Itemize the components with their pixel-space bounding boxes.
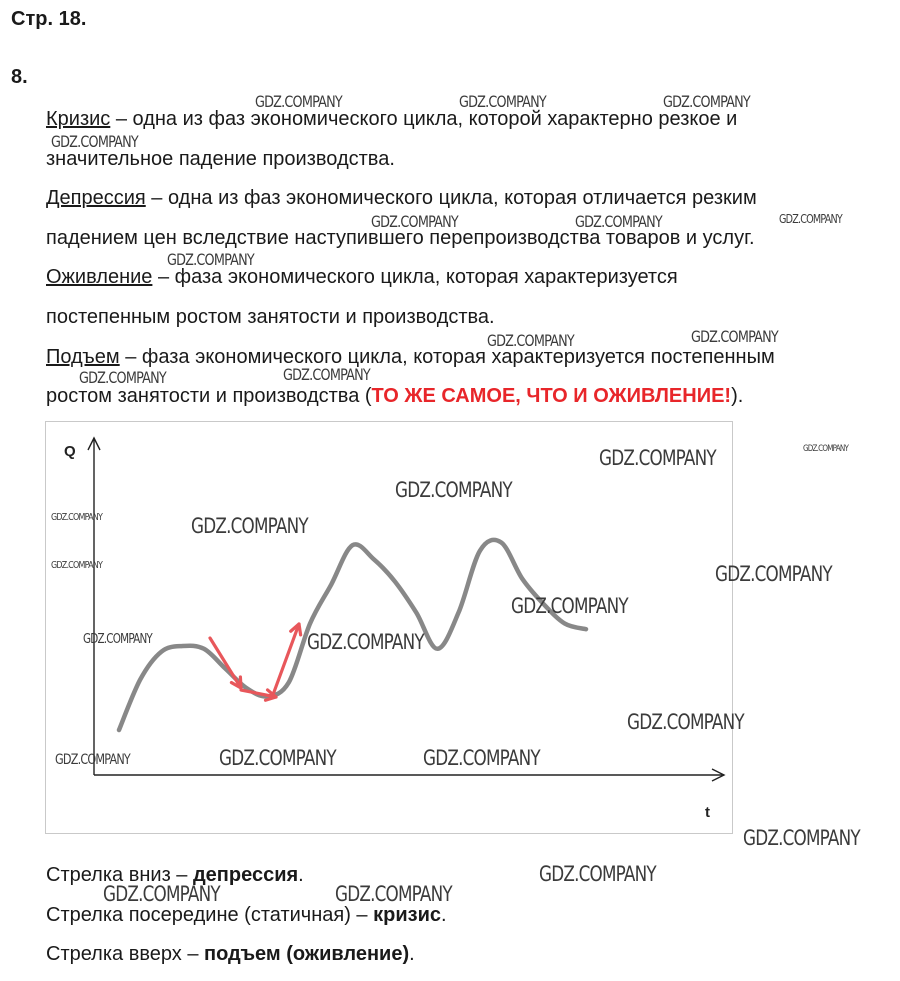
y-axis-label: Q [64,443,76,460]
note-answer: депрессия [192,864,299,886]
watermark: GDZ.COMPANY [371,212,458,231]
watermark: GDZ.COMPANY [103,882,220,906]
definition-crisis-line2: значительное падение производства. [46,148,395,170]
definition-text: – одна из фаз экономического цикла, которой характерно резкое и [110,108,738,130]
note-text: . [298,864,304,886]
watermark: GDZ.COMPANY [83,632,152,647]
definition-text: – фаза экономического цикла, которая характеризуется [152,266,678,288]
watermark: GDZ.COMPANY [803,444,849,454]
watermark: GDZ.COMPANY [51,132,138,151]
watermark: GDZ.COMPANY [51,512,103,523]
watermark: GDZ.COMPANY [167,250,254,269]
watermark: GDZ.COMPANY [779,212,842,226]
note-text: Стрелка вниз – [46,864,193,886]
watermark: GDZ.COMPANY [191,514,308,538]
definition-text: ). [731,385,744,407]
note-text: . [441,904,447,926]
watermark: GDZ.COMPANY [599,446,716,470]
note-text: . [409,943,415,965]
note-text: Стрелка вверх – [46,943,205,965]
watermark: GDZ.COMPANY [627,710,744,734]
term-depression: Депрессия [46,187,146,209]
note-arrow-up [46,941,415,967]
definition-text: – одна из фаз экономического цикла, которая отличается резким [145,187,757,209]
watermark: GDZ.COMPANY [395,478,512,502]
definition-rise-line1 [46,344,775,370]
note-answer: подъем (оживление) [204,943,410,965]
definition-text: ростом занятости и производства ( [46,385,372,407]
watermark: GDZ.COMPANY [51,560,103,571]
definition-depression-line1 [46,185,757,211]
watermark: GDZ.COMPANY [691,327,778,346]
watermark: GDZ.COMPANY [55,752,130,768]
definition-depression-line2: падением цен вследствие наступившего перепроизводства товаров и услуг. [46,227,755,249]
watermark: GDZ.COMPANY [307,630,424,654]
chart-svg [46,422,732,833]
x-axis-label: t [705,804,710,821]
watermark: GDZ.COMPANY [511,594,628,618]
term-revival: Оживление [46,266,153,288]
term-rise: Подъем [46,346,120,368]
note-answer: кризис [373,904,441,926]
definition-revival-line2: постепенным ростом занятости и производства. [46,306,495,328]
definition-text: – фаза экономического цикла, которая характеризуется постепенным [119,346,775,368]
term-crisis: Кризис [46,108,111,130]
highlight-note: ТО ЖЕ САМОЕ, ЧТО И ОЖИВЛЕНИЕ! [371,385,732,407]
definition-crisis-line1 [46,106,737,132]
arrow-up-shaft [274,624,299,692]
watermark: GDZ.COMPANY [743,826,860,850]
arrow-static [241,690,276,700]
definition-revival-line1 [46,264,678,290]
economic-cycle-chart [45,421,733,834]
watermark: GDZ.COMPANY [715,562,832,586]
watermark: GDZ.COMPANY [423,746,540,770]
arrow-down [210,638,241,688]
page-number: Стр. 18. [11,8,87,30]
arrow-down-shaft [210,638,241,688]
watermark: GDZ.COMPANY [283,365,370,384]
watermark: GDZ.COMPANY [255,92,342,111]
watermark: GDZ.COMPANY [79,368,166,387]
watermark: GDZ.COMPANY [539,862,656,886]
task-number: 8. [11,66,28,88]
watermark: GDZ.COMPANY [663,92,750,111]
watermark: GDZ.COMPANY [335,882,452,906]
watermark: GDZ.COMPANY [219,746,336,770]
watermark: GDZ.COMPANY [575,212,662,231]
note-text: Стрелка посередине (статичная) – [46,904,374,926]
watermark: GDZ.COMPANY [459,92,546,111]
watermark: GDZ.COMPANY [487,331,574,350]
